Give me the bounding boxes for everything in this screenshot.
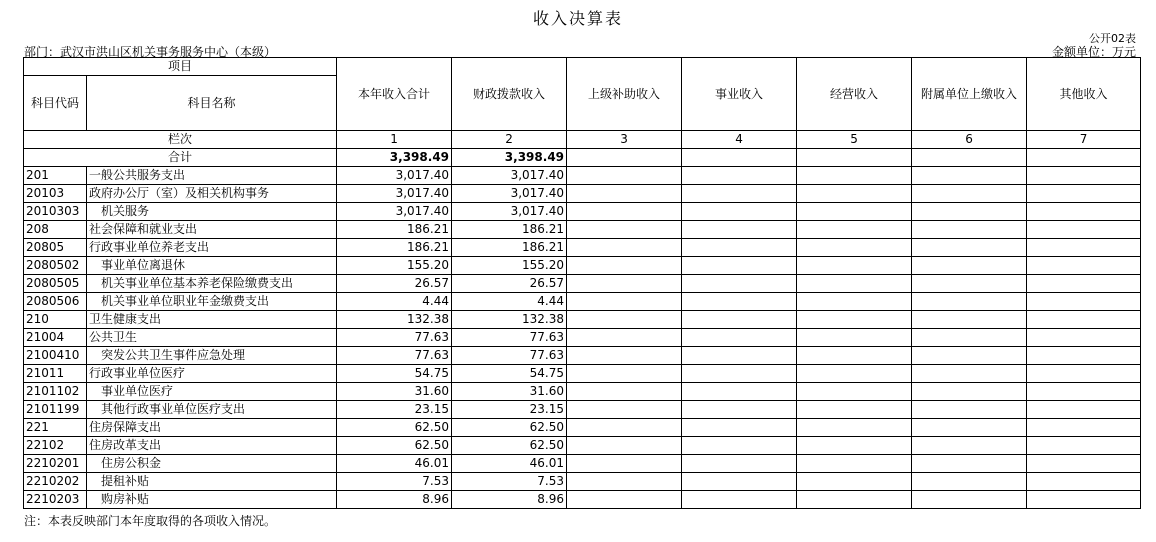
row-empty-cell [912,185,1027,203]
row-empty-cell [912,293,1027,311]
row-name: 行政事业单位医疗 [87,365,337,383]
row-fiscal-income: 4.44 [452,293,567,311]
header-col-1: 本年收入合计 [337,58,452,131]
row-fiscal-income: 7.53 [452,473,567,491]
row-code: 221 [24,419,87,437]
row-code: 2210201 [24,455,87,473]
row-empty-cell [1027,275,1141,293]
row-empty-cell [797,275,912,293]
table-row [24,347,1141,365]
row-empty-cell [682,491,797,509]
row-total-income: 62.50 [337,419,452,437]
row-empty-cell [912,473,1027,491]
row-empty-cell [567,311,682,329]
row-empty-cell [567,419,682,437]
row-name: 机关事业单位职业年金缴费支出 [87,293,337,311]
header-col-6: 附属单位上缴收入 [912,58,1027,131]
row-empty-cell [1027,365,1141,383]
row-index-7: 7 [1027,131,1141,149]
row-empty-cell [797,239,912,257]
row-total-income: 3,017.40 [337,185,452,203]
row-total-income: 26.57 [337,275,452,293]
row-total-income: 186.21 [337,221,452,239]
row-code: 2080506 [24,293,87,311]
row-empty-cell [567,491,682,509]
header-col-7: 其他收入 [1027,58,1141,131]
table-row [24,437,1141,455]
row-code: 2080502 [24,257,87,275]
row-name: 行政事业单位养老支出 [87,239,337,257]
row-empty-cell [797,383,912,401]
row-empty-cell [567,185,682,203]
table-row [24,221,1141,239]
row-empty-cell [1027,347,1141,365]
table-row [24,203,1141,221]
table-row [24,293,1141,311]
row-empty-cell [682,401,797,419]
row-empty-cell [912,257,1027,275]
row-empty-cell [797,473,912,491]
row-total-income: 77.63 [337,347,452,365]
row-empty-cell [912,239,1027,257]
row-empty-cell [797,311,912,329]
row-empty-cell [682,293,797,311]
row-empty-cell [797,491,912,509]
total-income-value: 3,398.49 [337,149,452,167]
row-total-income: 155.20 [337,257,452,275]
row-code: 210 [24,311,87,329]
table-row [24,473,1141,491]
row-code: 2080505 [24,275,87,293]
row-total-income: 4.44 [337,293,452,311]
row-fiscal-income: 31.60 [452,383,567,401]
table-row [24,491,1141,509]
total-fiscal-value: 3,398.49 [452,149,567,167]
row-empty-cell [912,347,1027,365]
row-fiscal-income: 3,017.40 [452,185,567,203]
row-empty-cell [1027,329,1141,347]
table-row [24,275,1141,293]
row-empty-cell [1027,185,1141,203]
row-empty-cell [912,203,1027,221]
department-label: 部门：武汉市洪山区机关事务服务中心（本级） [24,45,277,59]
row-empty-cell [797,185,912,203]
row-name: 卫生健康支出 [87,311,337,329]
row-fiscal-income: 3,017.40 [452,203,567,221]
row-index-2: 2 [452,131,567,149]
row-empty-cell [567,239,682,257]
row-name: 社会保障和就业支出 [87,221,337,239]
row-empty-cell [682,347,797,365]
table-row [24,329,1141,347]
row-empty-cell [797,347,912,365]
row-total-income: 3,017.40 [337,203,452,221]
row-empty-cell [567,437,682,455]
row-code: 20103 [24,185,87,203]
row-name: 住房改革支出 [87,437,337,455]
header-name: 科目名称 [87,76,337,131]
row-name: 其他行政事业单位医疗支出 [87,401,337,419]
row-empty-cell [797,455,912,473]
row-fiscal-income: 77.63 [452,329,567,347]
row-code: 208 [24,221,87,239]
row-empty-cell [1027,419,1141,437]
row-empty-cell [682,383,797,401]
row-empty-cell [797,293,912,311]
row-empty-cell [567,275,682,293]
row-empty-cell [1027,383,1141,401]
row-fiscal-income: 62.50 [452,437,567,455]
row-empty-cell [567,455,682,473]
row-empty-cell [682,437,797,455]
row-code: 20805 [24,239,87,257]
row-name: 机关服务 [87,203,337,221]
row-empty-cell [1027,437,1141,455]
row-empty-cell [797,167,912,185]
total-label: 合计 [24,149,337,167]
row-code: 2010303 [24,203,87,221]
row-empty-cell [1027,401,1141,419]
row-empty-cell [682,221,797,239]
row-empty-cell [1027,203,1141,221]
row-fiscal-income: 26.57 [452,275,567,293]
row-empty-cell [1027,293,1141,311]
row-empty-cell [682,311,797,329]
row-total-income: 186.21 [337,239,452,257]
row-empty-cell [1027,311,1141,329]
row-empty-cell [567,347,682,365]
income-table [23,57,1141,509]
row-total-income: 46.01 [337,455,452,473]
row-empty-cell [797,401,912,419]
table-row [24,401,1141,419]
row-empty-cell [1027,239,1141,257]
row-empty-cell [682,185,797,203]
row-empty-cell [912,365,1027,383]
row-name: 突发公共卫生事件应急处理 [87,347,337,365]
row-fiscal-income: 3,017.40 [452,167,567,185]
row-empty-cell [912,311,1027,329]
row-name: 住房保障支出 [87,419,337,437]
header-col-4: 事业收入 [682,58,797,131]
footnote: 注：本表反映部门本年度取得的各项收入情况。 [24,514,277,528]
row-empty-cell [912,221,1027,239]
row-code: 22102 [24,437,87,455]
row-empty-cell [567,221,682,239]
row-name: 事业单位医疗 [87,383,337,401]
row-fiscal-income: 46.01 [452,455,567,473]
row-index-label: 栏次 [24,131,337,149]
row-empty-cell [912,419,1027,437]
row-index-5: 5 [797,131,912,149]
row-code: 2100410 [24,347,87,365]
header-col-3: 上级补助收入 [567,58,682,131]
row-empty-cell [567,383,682,401]
header-code: 科目代码 [24,76,87,131]
row-empty-cell [682,203,797,221]
row-empty-cell [682,365,797,383]
row-empty-cell [797,221,912,239]
row-index-4: 4 [682,131,797,149]
table-row [24,257,1141,275]
report-title: 收入决算表 [532,9,623,28]
row-empty-cell [567,203,682,221]
form-number: 公开02表 [1089,32,1136,45]
header-col-2: 财政拨款收入 [452,58,567,131]
row-name: 一般公共服务支出 [87,167,337,185]
row-total-income: 7.53 [337,473,452,491]
table-row [24,419,1141,437]
row-fiscal-income: 62.50 [452,419,567,437]
table-row [24,311,1141,329]
table-row [24,167,1141,185]
row-empty-cell [567,473,682,491]
row-fiscal-income: 54.75 [452,365,567,383]
total-row [24,149,1141,167]
row-empty-cell [682,473,797,491]
row-fiscal-income: 23.15 [452,401,567,419]
row-empty-cell [567,167,682,185]
row-index-1: 1 [337,131,452,149]
table-row [24,239,1141,257]
row-empty-cell [912,401,1027,419]
row-empty-cell [912,167,1027,185]
row-total-income: 62.50 [337,437,452,455]
row-code: 21011 [24,365,87,383]
row-name: 政府办公厅（室）及相关机构事务 [87,185,337,203]
row-code: 2210203 [24,491,87,509]
row-name: 提租补贴 [87,473,337,491]
amount-unit-label: 金额单位：万元 [1051,45,1136,59]
row-empty-cell [797,437,912,455]
row-name: 事业单位离退休 [87,257,337,275]
header-col-5: 经营收入 [797,58,912,131]
header-item: 项目 [24,58,337,76]
row-empty-cell [1027,221,1141,239]
row-fiscal-income: 77.63 [452,347,567,365]
row-total-income: 31.60 [337,383,452,401]
row-total-income: 77.63 [337,329,452,347]
row-empty-cell [912,437,1027,455]
row-fiscal-income: 186.21 [452,239,567,257]
table-row [24,365,1141,383]
row-code: 2101199 [24,401,87,419]
row-total-income: 3,017.40 [337,167,452,185]
row-fiscal-income: 186.21 [452,221,567,239]
row-name: 公共卫生 [87,329,337,347]
row-empty-cell [1027,167,1141,185]
row-empty-cell [682,455,797,473]
row-empty-cell [912,491,1027,509]
row-empty-cell [1027,257,1141,275]
row-empty-cell [797,257,912,275]
row-empty-cell [682,275,797,293]
row-empty-cell [797,365,912,383]
row-empty-cell [797,329,912,347]
row-empty-cell [1027,455,1141,473]
row-empty-cell [682,239,797,257]
table-row [24,185,1141,203]
row-name: 机关事业单位基本养老保险缴费支出 [87,275,337,293]
row-empty-cell [912,275,1027,293]
row-empty-cell [797,419,912,437]
row-empty-cell [567,293,682,311]
row-fiscal-income: 155.20 [452,257,567,275]
row-total-income: 23.15 [337,401,452,419]
row-name: 购房补贴 [87,491,337,509]
row-empty-cell [1027,491,1141,509]
row-empty-cell [912,455,1027,473]
row-fiscal-income: 132.38 [452,311,567,329]
row-name: 住房公积金 [87,455,337,473]
row-empty-cell [912,383,1027,401]
row-empty-cell [682,419,797,437]
row-empty-cell [567,257,682,275]
row-code: 201 [24,167,87,185]
row-empty-cell [682,329,797,347]
row-empty-cell [567,365,682,383]
row-code: 2101102 [24,383,87,401]
row-total-income: 132.38 [337,311,452,329]
row-empty-cell [912,329,1027,347]
row-empty-cell [682,257,797,275]
row-code: 21004 [24,329,87,347]
row-empty-cell [797,203,912,221]
row-index-6: 6 [912,131,1027,149]
row-empty-cell [1027,473,1141,491]
row-code: 2210202 [24,473,87,491]
row-index-3: 3 [567,131,682,149]
row-empty-cell [567,329,682,347]
row-fiscal-income: 8.96 [452,491,567,509]
row-empty-cell [567,401,682,419]
row-total-income: 54.75 [337,365,452,383]
row-total-income: 8.96 [337,491,452,509]
row-empty-cell [682,167,797,185]
table-row [24,383,1141,401]
table-row [24,455,1141,473]
